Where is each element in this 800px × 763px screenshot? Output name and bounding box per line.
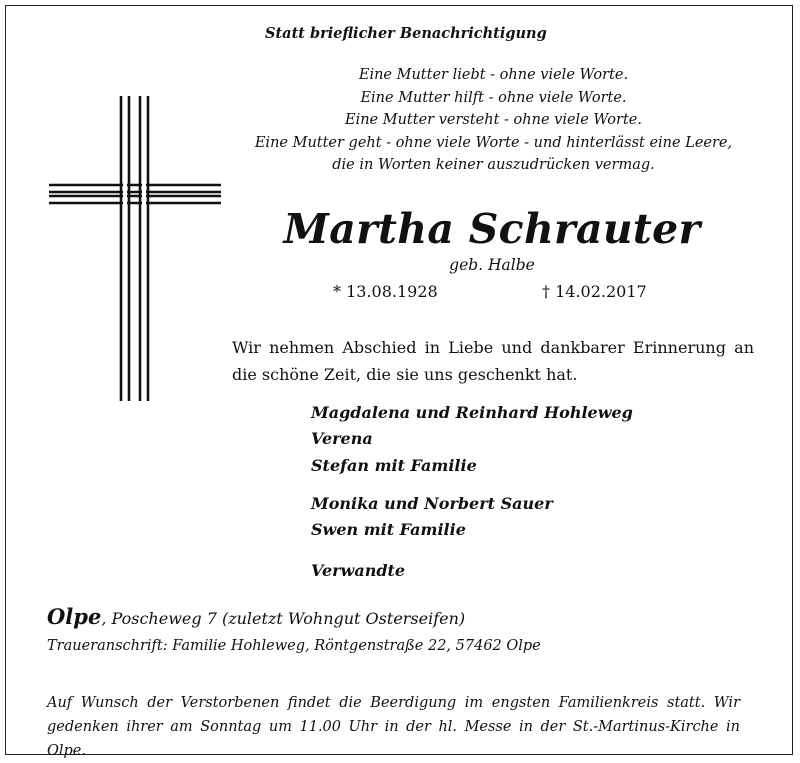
poem-line: die in Worten keiner auszudrücken vermag.: [332, 157, 655, 173]
poem: [236, 64, 751, 177]
mourner-name: Magdalena und Reinhard Hohleweg: [311, 403, 633, 422]
maiden-name: geb. Halbe: [449, 256, 535, 274]
farewell-text: Wir nehmen Abschied in Liebe und dankbarer Erinnerung an die schöne Zeit, die sie uns geschenkt hat.: [232, 338, 754, 384]
mourner-name: Verwandte: [311, 561, 406, 580]
mourning-address: Traueranschrift: Familie Hohleweg, Röntgenstraße 22, 57462 Olpe: [47, 638, 541, 654]
poem-line: Eine Mutter geht - ohne viele Worte - und hinterlässt eine Leere,: [254, 134, 733, 151]
mourner-name: Monika und Norbert Sauer: [311, 494, 553, 513]
funeral-notice: Auf Wunsch der Verstorbenen findet die Beerdigung im engsten Familienkreis statt. Wir gedenken ihrer am Sonntag um 11.00 Uhr in der hl. Messe in der St.-Martinus-Kirche in Olpe.: [47, 695, 740, 759]
city-name: Olpe: [47, 604, 102, 629]
birth-date: * 13.08.1928: [333, 282, 438, 301]
poem-line: Eine Mutter versteht - ohne viele Worte.: [345, 112, 642, 128]
poem-line: Eine Mutter hilft - ohne viele Worte.: [360, 89, 627, 106]
intro-heading: Statt brieflicher Benachrichtigung: [265, 25, 547, 42]
cross-icon: [49, 96, 221, 401]
deceased-name: Martha Schrauter: [283, 205, 701, 253]
residence-address: , Poscheweg 7 (zuletzt Wohngut Osterseifen): [101, 609, 466, 628]
residence-line: [47, 604, 465, 629]
mourner-name: Swen mit Familie: [311, 520, 466, 539]
poem-line: Eine Mutter liebt - ohne viele Worte.: [358, 67, 629, 83]
mourner-name: Verena: [311, 429, 373, 448]
mourner-name: Stefan mit Familie: [311, 456, 477, 475]
death-date: † 14.02.2017: [542, 282, 647, 301]
